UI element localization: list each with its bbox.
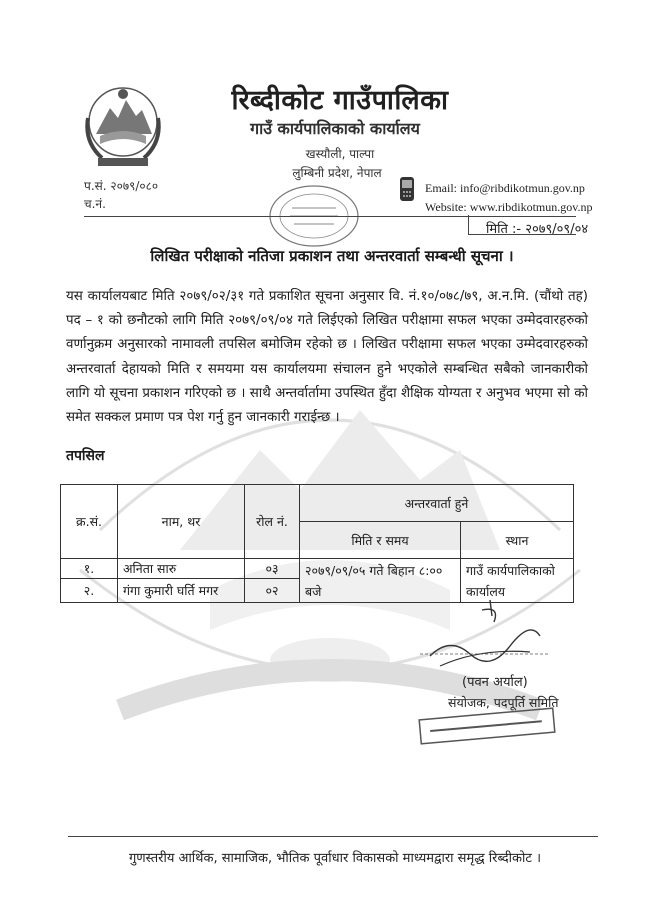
- website-address[interactable]: Website: www.ribdikotmun.gov.np: [425, 200, 593, 214]
- header-roll: रोल नं.: [245, 485, 300, 559]
- row-name: गंगा कुमारी घर्ति मगर: [118, 579, 245, 603]
- header-sn: क्र.सं.: [61, 485, 118, 559]
- header-interview: अन्तरवार्ता हुने: [300, 485, 574, 522]
- signer-post: संयोजक, पदपूर्ति समिति: [448, 695, 559, 710]
- address-line-2: लुम्बिनी प्रदेश, नेपाल: [292, 166, 382, 180]
- dispatch-number: च.नं.: [84, 197, 106, 211]
- interview-place: गाउँ कार्यपालिकाको कार्यालय: [461, 559, 574, 603]
- row-sn: २.: [61, 579, 118, 603]
- footer-slogan: गुणस्तरीय आर्थिक, सामाजिक, भौतिक पूर्वाधार विकासको माध्यमद्वारा समृद्ध रिब्दीकोट ।: [128, 851, 542, 866]
- row-roll: ०२: [245, 579, 300, 603]
- email-address[interactable]: Email: info@ribdikotmun.gov.np: [425, 181, 585, 195]
- row-name: अनिता सारु: [118, 559, 245, 579]
- table-heading: तपसिल: [66, 448, 105, 464]
- official-seal-icon: [412, 706, 562, 746]
- signer-name: (पवन अर्याल): [462, 675, 528, 690]
- results-table: [60, 484, 574, 603]
- header-name: नाम, थर: [118, 485, 245, 559]
- row-roll: ०३: [245, 559, 300, 579]
- footer-divider: [68, 836, 598, 837]
- notice-body: यस कार्यालयबाट मिति २०७९/०२/३१ गते प्रकाशित सूचना अनुसार वि. नं.१०/०७८/७९, अ.न.मि. (चौंथो तह) पद – १ को छनौटको लागि मिति २०७९/०९/०४ गते लिईएको लिखित परीक्षामा सफल भएका उम्मेदवारहरुको वर्णानुक्रम अनुसारको नामावली तपसिल बमोजिम रहेको छ । लिखित परीक्षामा सफल भएका उम्मेदवारहरुको अन्तरवार्ता देहायको मिति र समयमा यस कार्यालयमा संचालन हुने भएकोले सम्बन्धित सबैको जानकारीको लागि यो सूचना प्रकाशन गरिएको छ । साथै अन्तर्वार्तामा उपस्थित हुँदा शैक्षिक योग्यता र अनुभव भएमा सो को समेत सक्कल प्रमाण पत्र पेश गर्नु हुन जानकारी गराईन्छ ।: [66, 289, 588, 426]
- office-stamp-icon: [258, 178, 370, 250]
- notice-title: लिखित परीक्षाको नतिजा प्रकाशन तथा अन्तरवार्ता सम्बन्धी सूचना ।: [150, 247, 514, 265]
- address-line-1: खस्यौली, पाल्पा: [305, 147, 375, 161]
- signature-icon: [420, 596, 550, 676]
- row-sn: १.: [61, 559, 118, 579]
- header-place: स्थान: [461, 522, 574, 559]
- header-datetime: मिति र समय: [300, 522, 461, 559]
- notice-date: मिति :- २०७९/०९/०४: [486, 222, 589, 237]
- org-name: रिब्दीकोट गाउँपालिका: [231, 85, 449, 116]
- phone-icon: [396, 175, 418, 203]
- nepal-emblem-icon: [78, 78, 168, 170]
- interview-datetime: २०७९/०९/०५ गते बिहान ८:०० बजे: [300, 559, 461, 603]
- reference-number: प.सं. २०७९/०८०: [84, 179, 159, 193]
- table-row: [61, 559, 574, 579]
- office-name: गाउँ कार्यपालिकाको कार्यालय: [250, 119, 420, 138]
